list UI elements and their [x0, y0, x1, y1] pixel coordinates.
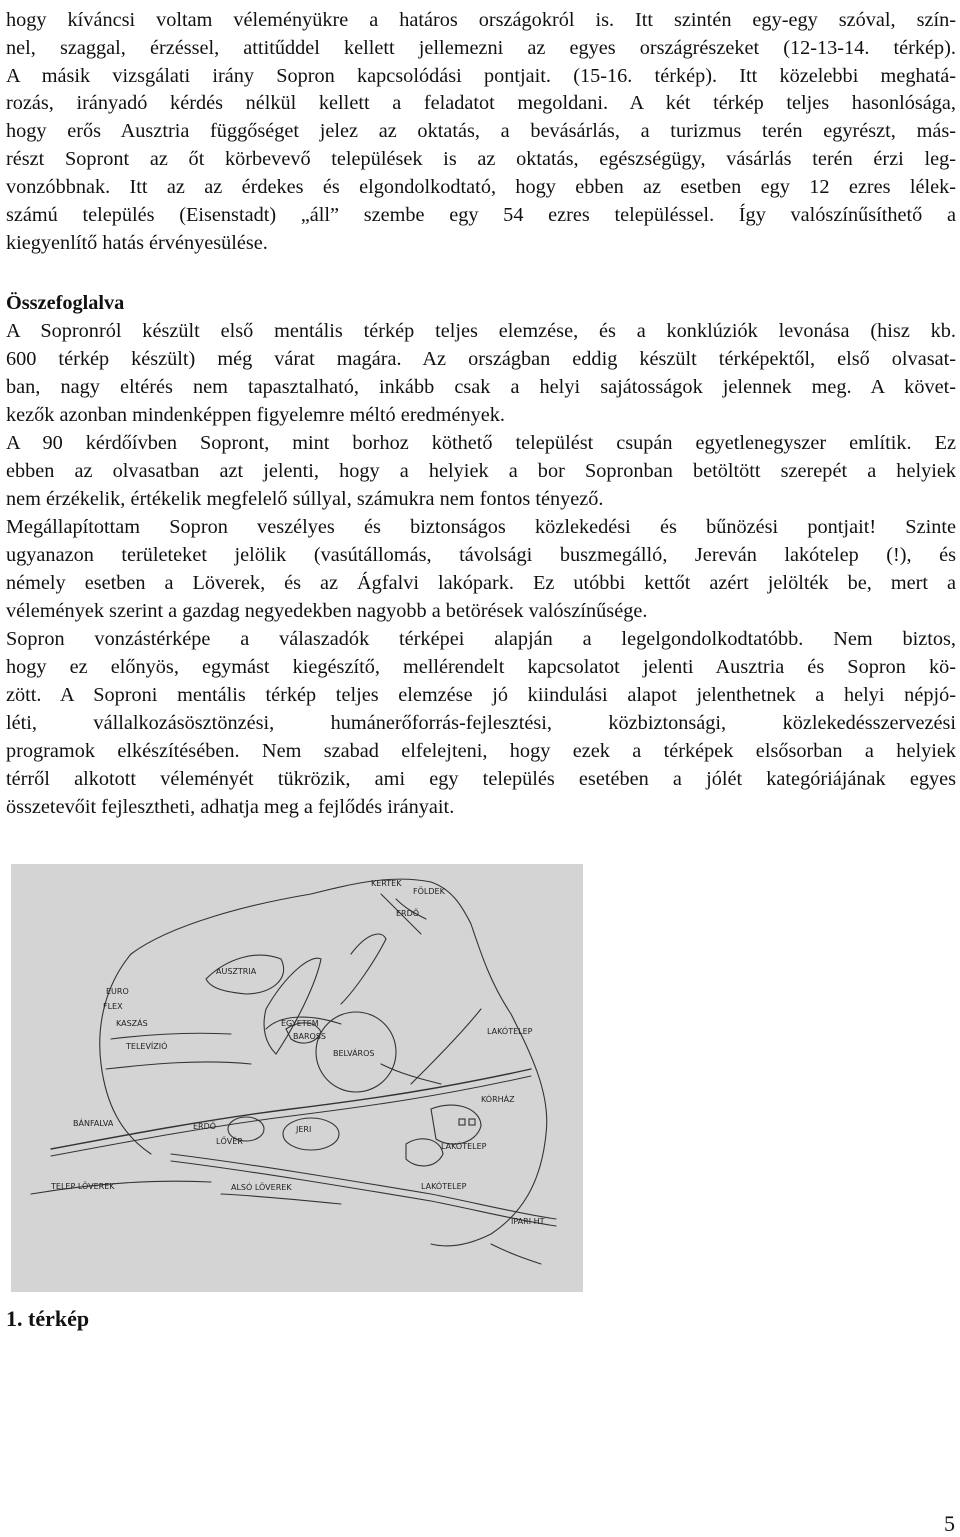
map-label: TELEP LÖVEREK	[51, 1182, 115, 1191]
text-line: A Sopronról készült első mentális térkép teljes elemzése, és a konklúziók levonása (hisz kb.	[6, 320, 956, 342]
map-label: EGYETEM	[281, 1019, 319, 1028]
map-label: LAKÓTELEP	[487, 1027, 533, 1036]
text-line: vélemények szerint a gazdag negyedekben nagyobb a betörések valószínűsége.	[6, 600, 648, 622]
map-label: AUSZTRIA	[216, 967, 257, 976]
map-label: KERTEK	[371, 879, 402, 888]
map-label: BAROSS	[293, 1032, 326, 1041]
text-line: némely esetben a Löverek, és az Ágfalvi lakópark. Ez utóbbi kettőt azért jelölték be, mert a	[6, 572, 956, 594]
mental-map-figure	[11, 864, 583, 1292]
text-line: ugyanazon területeket jelölik (vasútállomás, távolsági buszmegálló, Jereván lakótelep (!), és	[6, 544, 956, 566]
map-label: ALSÓ LÖVEREK	[231, 1183, 292, 1192]
map-label: ERDŐ	[396, 909, 420, 918]
page-number: 5	[944, 1511, 955, 1536]
map-label: FLEX	[103, 1002, 123, 1011]
text-line: részt Sopront az őt körbevevő települések is az oktatás, egészségügy, vásárlás terén érzi leg-	[6, 148, 956, 170]
map-label: ERDŐ	[193, 1122, 217, 1131]
text-line: számú település (Eisenstadt) „áll” szembe egy 54 ezres településsel. Így valószínűsíthető a	[6, 204, 956, 226]
map-label: FÖLDEK	[413, 887, 445, 896]
text-line: térről alkotott véleményét tükrözik, ami egy település esetében a jólét kategóriájának egyes	[6, 768, 956, 790]
text-line: zött. A Soproni mentális térkép teljes elemzése jó kiindulási alapot jelenthetnek a helyi népjó-	[6, 684, 956, 706]
section-heading: Összefoglalva	[6, 292, 125, 314]
text-line: nem érzékelik, értékelik megfelelő súllyal, számukra nem fontos tényező.	[6, 488, 604, 510]
map-label: KASZÁS	[116, 1019, 148, 1028]
map-label: KÓRHÁZ	[481, 1095, 515, 1104]
text-line: léti, vállalkozásösztönzési, humánerőforrás-fejlesztési, közbiztonsági, közlekedésszervezési	[6, 712, 956, 734]
map-label: LAKÓTELEP	[441, 1142, 487, 1151]
text-line: 600 térkép készült) még várat magára. Az országban eddig készült térképektől, első olvasat-	[6, 348, 956, 370]
text-line: Megállapítottam Sopron veszélyes és biztonságos közlekedési és bűnözési pontjait! Szinte	[6, 516, 956, 538]
text-line: A 90 kérdőívben Sopront, mint borhoz köthető települést csupán egyetlenegyszer említik. Ez	[6, 432, 956, 454]
text-line: összetevőit fejlesztheti, adhatja meg a fejlődés irányait.	[6, 796, 455, 818]
text-line: rozás, irányadó kérdés nélkül kellett a feladatot megoldani. A két térkép teljes hasonlósága,	[6, 92, 956, 114]
map-label: EURO	[106, 987, 129, 996]
map-label: JERI	[296, 1125, 312, 1134]
text-line: hogy erős Ausztria függőséget jelez az oktatás, a bevásárlás, a turizmus terén egyrészt, más-	[6, 120, 956, 142]
map-label: TELEVÍZIÓ	[126, 1042, 168, 1051]
mental-map-sketch	[11, 864, 583, 1292]
text-line: A másik vizsgálati irány Sopron kapcsolódási pontjait. (15-16. térkép). Itt közelebbi meghatá-	[6, 65, 956, 87]
text-line: ebben az olvasatban azt jelenti, hogy a helyiek a bor Sopronban betöltött szerepét a helyiek	[6, 460, 956, 482]
text-line: Sopron vonzástérképe a válaszadók térképei alapján a legelgondolkodtatóbb. Nem biztos,	[6, 628, 956, 650]
text-line: ban, nagy eltérés nem tapasztalható, inkább csak a helyi sajátosságok jelennek meg. A követ-	[6, 376, 956, 398]
text-line: programok elkészítésében. Nem szabad elfelejteni, hogy ezek a térképek elsősorban a helyiek	[6, 740, 956, 762]
text-line: hogy ez előnyös, egymást kiegészítő, mellérendelt kapcsolatot jelenti Ausztria és Sopron kö-	[6, 656, 956, 678]
map-label: BELVÁROS	[333, 1049, 375, 1058]
map-label: BÁNFALVA	[73, 1119, 114, 1128]
text-line: vonzóbbnak. Itt az az érdekes és elgondolkodtató, hogy ebben az esetben egy 12 ezres lélek-	[6, 176, 956, 198]
text-line: kezők azonban mindenképpen figyelemre méltó eredmények.	[6, 404, 505, 426]
text-line: nel, szaggal, érzéssel, attitűddel kellett jellemezni az egyes országrészeket (12-13-14. térkép).	[6, 37, 956, 59]
text-line: kiegyenlítő hatás érvényesülése.	[6, 232, 268, 254]
map-label: IPARI HT	[511, 1217, 545, 1226]
figure-caption: 1. térkép	[6, 1306, 90, 1331]
map-label: LŐVÉR	[216, 1137, 243, 1146]
map-label: LAKÓTELEP	[421, 1182, 467, 1191]
text-line: hogy kíváncsi voltam véleményükre a határos országokról is. Itt szintén egy-egy szóval, szín-	[6, 9, 956, 31]
